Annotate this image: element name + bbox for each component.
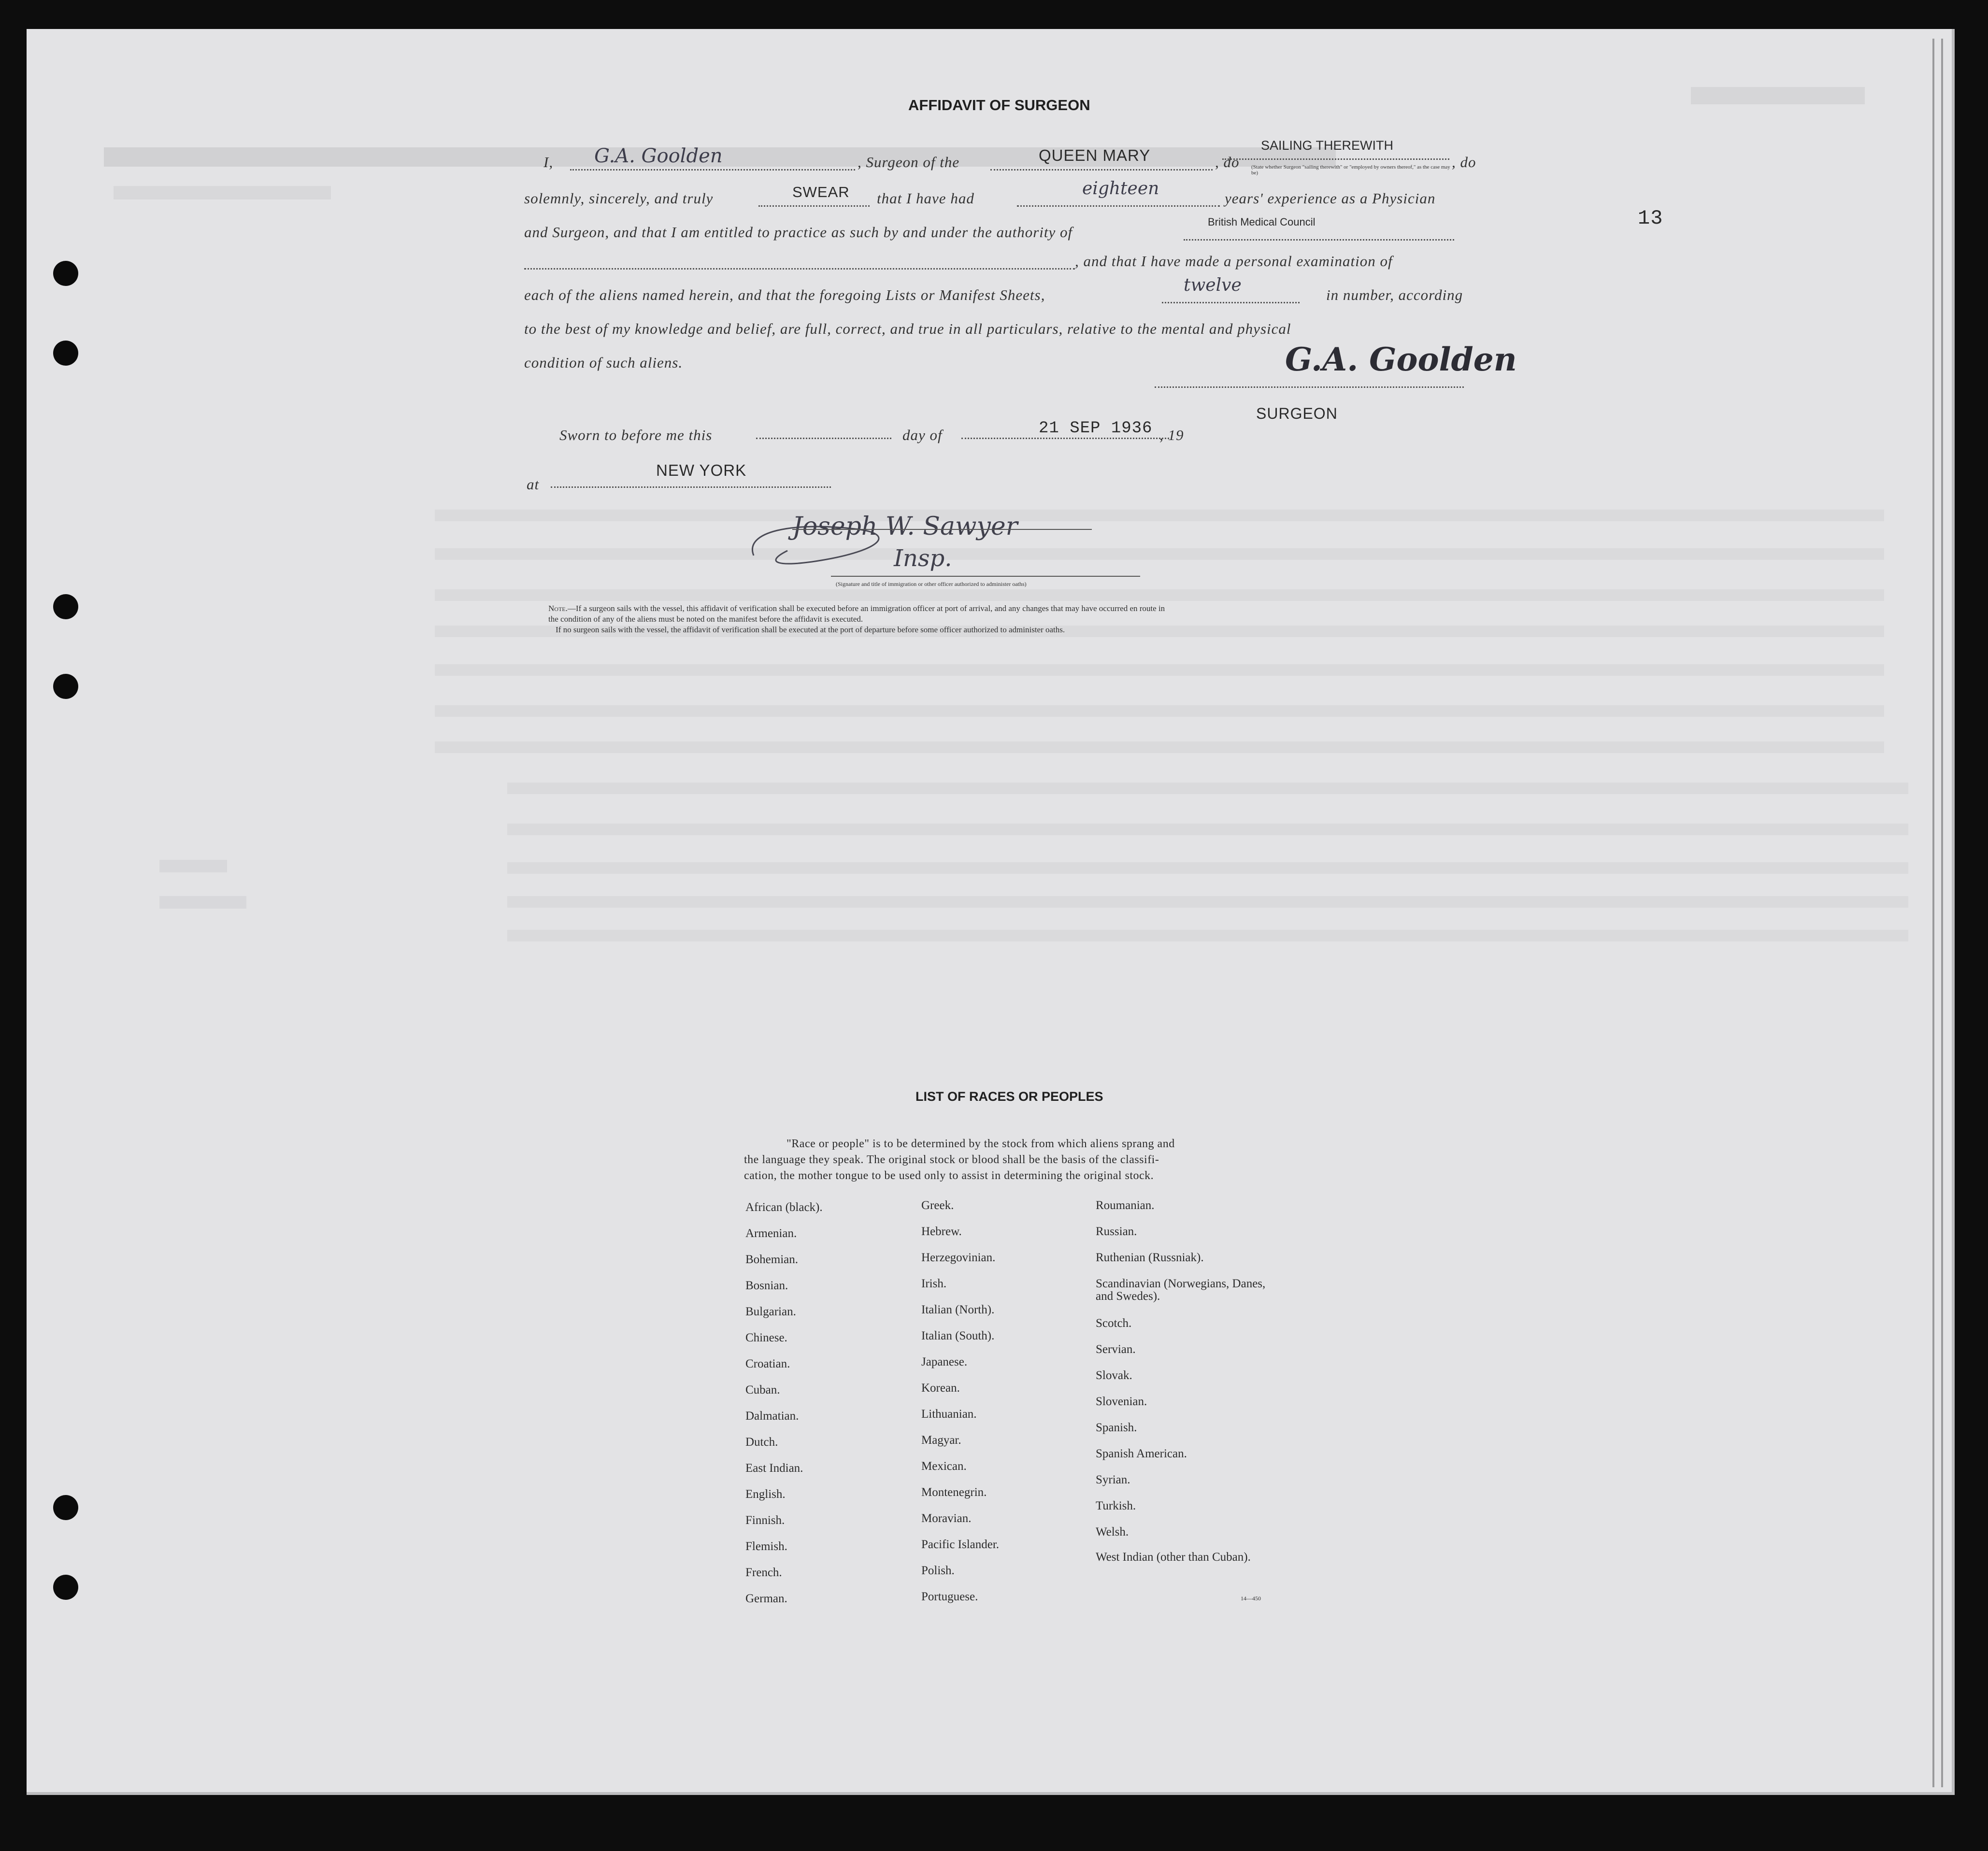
bleed-through xyxy=(114,186,331,199)
race-item: African (black). xyxy=(745,1201,823,1214)
bleed-through xyxy=(507,862,1908,874)
race-item: French. xyxy=(745,1566,782,1579)
fill-line xyxy=(1017,205,1220,207)
races-intro-line: "Race or people" is to be determined by the stock from which aliens sprang and xyxy=(787,1138,1175,1150)
binder-hole xyxy=(53,1495,78,1520)
affidavit-title: AFFIDAVIT OF SURGEON xyxy=(908,97,1090,114)
race-item: Bulgarian. xyxy=(745,1305,796,1318)
sailing-status: SAILING THEREWITH xyxy=(1261,138,1394,153)
sworn-text: at xyxy=(527,476,540,493)
bleed-through xyxy=(159,860,227,872)
race-item: Servian. xyxy=(1096,1343,1136,1356)
bleed-through xyxy=(435,589,1884,601)
fill-line xyxy=(551,486,831,488)
officer-caption: (Signature and title of immigration or other officer authorized to administer oaths) xyxy=(836,581,1027,587)
vessel-name: QUEEN MARY xyxy=(1039,146,1151,164)
bleed-through xyxy=(435,510,1884,521)
race-item: Spanish American. xyxy=(1096,1447,1187,1460)
race-item: Dutch. xyxy=(745,1436,778,1449)
race-item: Ruthenian (Russniak). xyxy=(1096,1251,1204,1264)
fill-line xyxy=(758,205,870,207)
note-line-3: If no surgeon sails with the vessel, the affidavit of verification shall be executed at the port of departure before some officer authorized to administer oaths. xyxy=(556,625,1065,634)
affidavit-text: and Surgeon, and that I am entitled to practice as such by and under the authority of xyxy=(524,224,1073,241)
years-experience: eighteen xyxy=(1082,179,1159,199)
race-item: Moravian. xyxy=(921,1512,972,1525)
page-edge xyxy=(1941,39,1943,1787)
race-item: Montenegrin. xyxy=(921,1486,987,1499)
race-item: Scotch. xyxy=(1096,1317,1132,1330)
bleed-through xyxy=(159,896,246,909)
signature-line xyxy=(792,529,1092,530)
note-line-2: the condition of any of the aliens must be noted on the manifest before the affidavit is executed. xyxy=(548,614,863,624)
surgeon-name: G.A. Goolden xyxy=(594,145,723,167)
binder-hole xyxy=(53,341,78,366)
authority: British Medical Council xyxy=(1208,216,1316,228)
race-item: Italian (North). xyxy=(921,1303,995,1316)
sworn-text: , 19 xyxy=(1159,427,1184,443)
race-item: Japanese. xyxy=(921,1355,968,1368)
sworn-text: day of xyxy=(902,427,943,443)
binder-hole xyxy=(53,594,78,619)
signature-line xyxy=(1155,386,1464,388)
race-item: Mexican. xyxy=(921,1460,967,1473)
races-title: LIST OF RACES OR PEOPLES xyxy=(915,1089,1103,1104)
race-item: Roumanian. xyxy=(1096,1199,1155,1212)
bleed-through xyxy=(1691,87,1865,104)
sailing-note: (State whether Surgeon "sailing therewith" or "employed by owners thereof," as the case may be) xyxy=(1251,164,1450,176)
races-column-2 xyxy=(921,1198,999,1616)
race-item: Herzegovinian. xyxy=(921,1251,996,1264)
race-item: East Indian. xyxy=(745,1462,803,1475)
bleed-through xyxy=(435,705,1884,717)
race-item: Irish. xyxy=(921,1277,947,1290)
race-item: Magyar. xyxy=(921,1434,961,1447)
race-item: Russian. xyxy=(1096,1225,1137,1238)
affidavit-text: condition of such aliens. xyxy=(524,354,683,371)
race-item: Slovak. xyxy=(1096,1369,1132,1382)
affidavit-text: solemnly, sincerely, and truly xyxy=(524,190,714,207)
sheets-count: twelve xyxy=(1184,275,1242,295)
affidavit-text: , Surgeon of the xyxy=(858,154,960,171)
surgeon-signature: G.A. Goolden xyxy=(1285,341,1517,378)
bleed-through xyxy=(507,783,1908,794)
fill-line xyxy=(570,169,855,171)
race-item: Armenian. xyxy=(745,1227,797,1240)
sworn-text: Sworn to before me this xyxy=(559,427,713,443)
note-line-1 xyxy=(548,604,1165,613)
affidavit-text: I, xyxy=(543,154,554,171)
race-item: Croatian. xyxy=(745,1357,790,1370)
affidavit-text: , do xyxy=(1215,154,1240,171)
binder-hole xyxy=(53,261,78,286)
race-item: Flemish. xyxy=(745,1540,787,1553)
bleed-through xyxy=(507,930,1908,941)
race-item: Portuguese. xyxy=(921,1590,978,1603)
race-item: Korean. xyxy=(921,1381,960,1395)
bleed-through xyxy=(507,824,1908,835)
affidavit-text: , and that I have made a personal examination of xyxy=(1075,253,1393,270)
oath-word: SWEAR xyxy=(792,184,850,200)
race-item: Polish. xyxy=(921,1564,955,1577)
race-item: Scandinavian (Norwegians, Danes, and Swedes). xyxy=(1096,1277,1266,1303)
race-item: Italian (South). xyxy=(921,1329,995,1342)
race-item: Greek. xyxy=(921,1199,954,1212)
signature-title: SURGEON xyxy=(1256,405,1338,422)
bleed-through xyxy=(435,548,1884,560)
bleed-through xyxy=(435,741,1884,753)
page-edge xyxy=(1932,39,1934,1787)
page-number: 13 xyxy=(1638,207,1663,230)
fill-line xyxy=(990,169,1213,171)
form-number: 14—450 xyxy=(1241,1595,1261,1602)
sworn-date-stamp: 21 SEP 1936 xyxy=(1039,419,1153,438)
race-item: German. xyxy=(745,1592,787,1605)
race-item: Lithuanian. xyxy=(921,1408,977,1421)
race-item: Bohemian. xyxy=(745,1253,799,1266)
officer-title: Insp. xyxy=(894,545,952,572)
affidavit-text: , do xyxy=(1452,154,1476,171)
race-item: Hebrew. xyxy=(921,1225,962,1238)
signature-line xyxy=(831,576,1140,577)
races-column-3 xyxy=(1096,1198,1279,1580)
fill-line xyxy=(961,438,1169,439)
sworn-place: NEW YORK xyxy=(656,461,747,479)
race-item: West Indian (other than Cuban). xyxy=(1096,1551,1251,1564)
race-item: Pacific Islander. xyxy=(921,1538,1000,1551)
race-item: Spanish. xyxy=(1096,1421,1137,1434)
fill-line xyxy=(1222,158,1449,160)
binder-hole xyxy=(53,674,78,699)
races-column-1 xyxy=(745,1200,823,1618)
race-item: Bosnian. xyxy=(745,1279,788,1292)
fill-line xyxy=(756,438,891,439)
races-intro-line: cation, the mother tongue to be used only to assist in determining the original stock. xyxy=(744,1169,1154,1182)
race-item: Welsh. xyxy=(1096,1525,1129,1538)
note-label: Note. xyxy=(548,604,568,613)
bleed-through xyxy=(507,896,1908,908)
race-item: Dalmatian. xyxy=(745,1410,799,1423)
binder-hole xyxy=(53,1575,78,1600)
fill-line xyxy=(524,268,1075,270)
affidavit-text: in number, according xyxy=(1326,286,1463,303)
races-intro-line: the language they speak. The original stock or blood shall be the basis of the classifi- xyxy=(744,1153,1159,1166)
officer-signature: Joseph W. Sawyer xyxy=(792,512,1018,541)
fill-line xyxy=(1162,302,1300,303)
race-item: Turkish. xyxy=(1096,1499,1136,1512)
race-item: English. xyxy=(745,1488,786,1501)
affidavit-text: to the best of my knowledge and belief, are full, correct, and true in all particulars, relative to the mental and physical xyxy=(524,320,1291,337)
bleed-through xyxy=(435,664,1884,676)
note-text: —If a surgeon sails with the vessel, this affidavit of verification shall be executed before an immigration officer at port of arrival, and any changes that may have occurred en route in xyxy=(567,604,1165,613)
affidavit-text: years' experience as a Physician xyxy=(1225,190,1436,207)
fill-line xyxy=(1184,239,1454,241)
race-item: Chinese. xyxy=(745,1331,787,1344)
race-item: Slovenian. xyxy=(1096,1395,1147,1408)
race-item: Cuban. xyxy=(745,1383,780,1396)
affidavit-text: that I have had xyxy=(877,190,974,207)
affidavit-text: each of the aliens named herein, and that the foregoing Lists or Manifest Sheets, xyxy=(524,286,1045,303)
race-item: Finnish. xyxy=(745,1514,785,1527)
race-item: Syrian. xyxy=(1096,1473,1130,1486)
